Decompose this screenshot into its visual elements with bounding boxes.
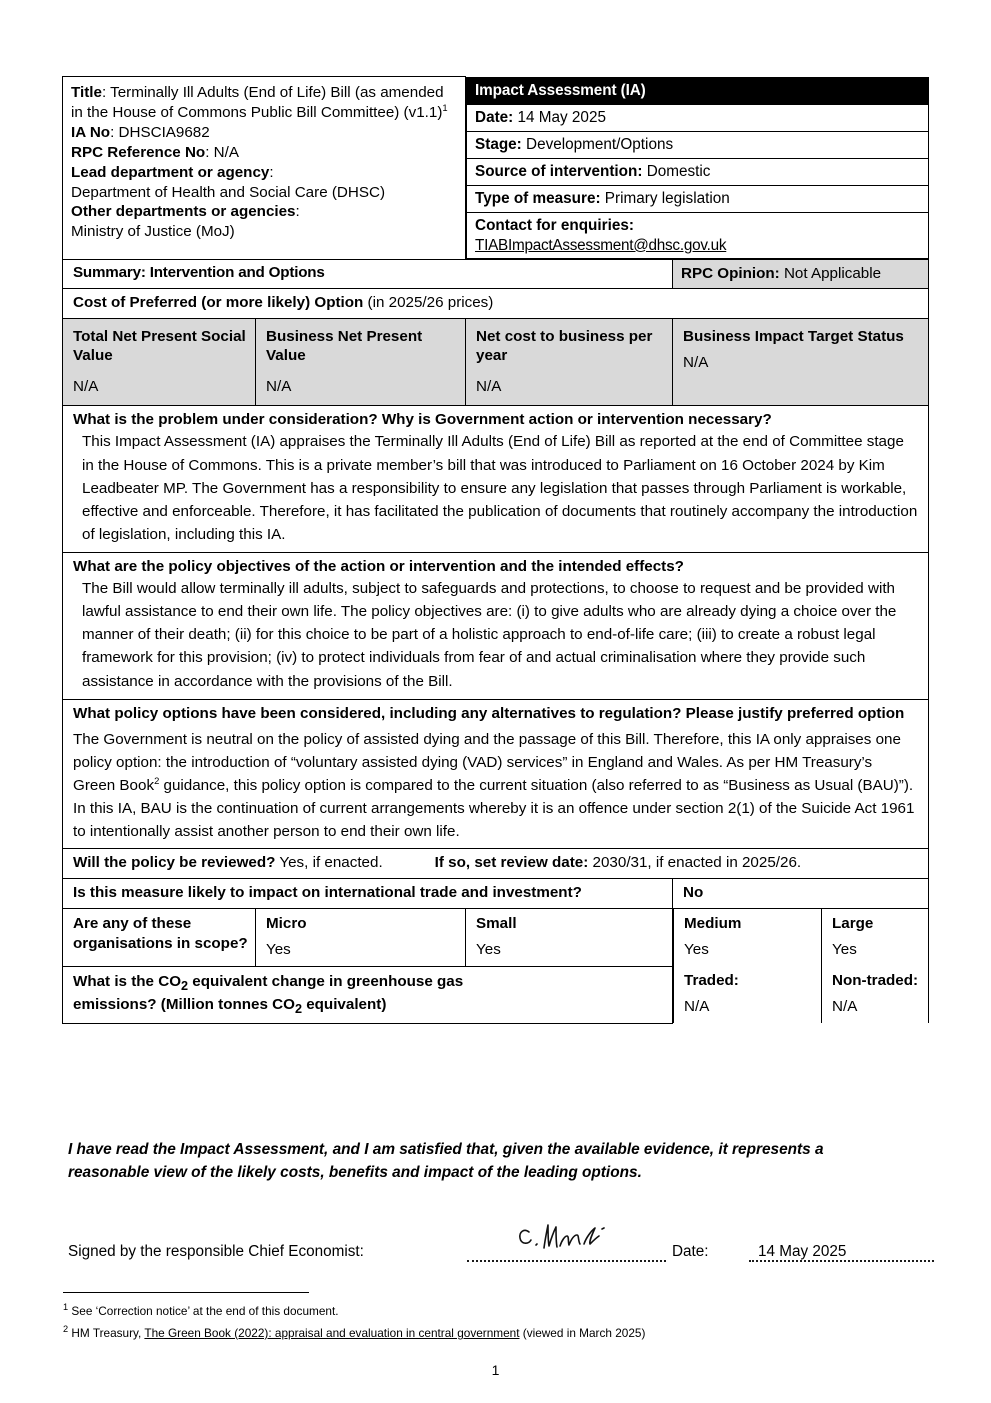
page-number: 1 bbox=[491, 1362, 500, 1378]
rpc-reference-value: : N/A bbox=[205, 143, 239, 161]
business-impact-target-status-label: Business Impact Target Status bbox=[683, 327, 904, 345]
organisation-size-medium-value: Yes bbox=[684, 941, 709, 959]
source-row bbox=[467, 158, 929, 185]
rpc-opinion-value: Not Applicable bbox=[783, 264, 882, 282]
objectives-question-row bbox=[63, 552, 929, 699]
business-net-present-value-cell bbox=[256, 318, 466, 406]
footnote-1-text: See ‘Correction notice’ at the end of this document. bbox=[68, 1304, 339, 1318]
cost-of-preferred-option-heading bbox=[63, 288, 929, 318]
organisation-size-micro-cell bbox=[256, 909, 466, 967]
co2-emissions-row bbox=[63, 966, 929, 1023]
problem-answer-text: This Impact Assessment (IA) appraises the Terminally Ill Adults (End of Life) Bill as reported at the end of Committee stage in the House of Commons. This is a private member’s bill that was introduced to Parliament on 16 October 2024 by Kim Leadbeater MP. The Government has a responsibility to ensure any legislation that passes through Parliament is workable, effective and enforceable. Therefore, it has facilitated the publication of documents that routinely accompany the introduction of legislation, including this IA. bbox=[82, 433, 918, 543]
co2-nontraded-label: Non-traded: bbox=[832, 972, 919, 990]
objectives-answer-text: The Bill would allow terminally ill adults, subject to safeguards and protections, to choose to request and be provided with lawful assistance to end their own life. The policy objectives are: (i) to give adults who are already dying a choice over the manner of their death; (ii) for this choice to be part of a holistic approach to end-of-life care; (iii) to create a robust legal framework for this provision; (iv) to protect individuals from fear of and actual criminalisation where they provide such assistance in accordance with the provisions of the Bill. bbox=[82, 580, 897, 690]
footnotes-block bbox=[63, 1302, 923, 1346]
organisation-size-medium-label: Medium bbox=[684, 915, 742, 933]
rpc-opinion-label: RPC Opinion: bbox=[681, 264, 780, 282]
co2-nontraded-cell bbox=[822, 966, 929, 1023]
policy-review-value: Yes, if enacted. bbox=[279, 854, 383, 872]
total-net-present-social-value-cell bbox=[63, 318, 256, 406]
source-of-intervention-label: Source of intervention: bbox=[475, 162, 643, 180]
summary-title: Summary: Intervention and Options bbox=[63, 259, 673, 288]
net-cost-to-business-per-year-value: N/A bbox=[476, 378, 502, 396]
co2-question-line-2-a: emissions? (Million tonnes CO bbox=[73, 995, 295, 1013]
international-trade-question: Is this measure likely to impact on international trade and investment? bbox=[63, 879, 673, 909]
signature-image bbox=[515, 1218, 625, 1260]
impact-assessment-table bbox=[62, 76, 929, 1024]
type-of-measure-cell bbox=[467, 185, 929, 212]
header-metadata-table bbox=[466, 77, 929, 259]
header-row bbox=[63, 77, 929, 260]
organisations-label-line-2: organisations in scope? bbox=[73, 935, 248, 953]
organisations-in-scope-row bbox=[63, 909, 929, 967]
co2-values-wrapper bbox=[673, 966, 929, 1023]
co2-question-line-1-a: What is the CO bbox=[73, 972, 182, 990]
rpc-reference-label: RPC Reference No bbox=[71, 143, 206, 161]
date-row bbox=[467, 104, 929, 131]
signature-date-value: 14 May 2025 bbox=[758, 1243, 847, 1260]
lead-department-colon: : bbox=[269, 163, 274, 181]
objectives-question-cell bbox=[63, 552, 929, 699]
attestation-statement: I have read the Impact Assessment, and I am satisfied that, given the available evidence, it represents a reasonable view of the likely costs, benefits and impact of the leading options. bbox=[68, 1141, 824, 1182]
other-departments-value: Ministry of Justice (MoJ) bbox=[71, 223, 235, 241]
organisation-size-small-label: Small bbox=[476, 915, 517, 933]
organisations-in-scope-label bbox=[63, 909, 256, 967]
business-net-present-value-value: N/A bbox=[266, 378, 292, 396]
review-date-label: If so, set review date: bbox=[434, 854, 589, 872]
signature-line bbox=[467, 1260, 666, 1262]
co2-values-row bbox=[674, 966, 929, 1023]
contact-cell bbox=[467, 212, 929, 258]
co2-traded-value: N/A bbox=[684, 998, 710, 1016]
rpc-opinion-cell bbox=[673, 259, 929, 288]
contact-label: Contact for enquiries: bbox=[475, 216, 634, 234]
policy-options-question-row bbox=[63, 699, 929, 849]
signed-by-label: Signed by the responsible Chief Economist: bbox=[68, 1243, 364, 1260]
co2-traded-cell bbox=[674, 966, 822, 1023]
organisation-size-large-value: Yes bbox=[832, 941, 857, 959]
other-departments-colon: : bbox=[295, 203, 300, 221]
stage-row bbox=[467, 131, 929, 158]
organisation-size-small-cell bbox=[466, 909, 673, 967]
co2-subscript-2: 2 bbox=[294, 1001, 302, 1016]
problem-question-cell bbox=[63, 406, 929, 553]
cost-heading-row bbox=[63, 288, 929, 318]
header-left-block bbox=[63, 77, 466, 260]
footnote-2 bbox=[63, 1324, 923, 1343]
organisation-size-micro-label: Micro bbox=[266, 915, 307, 933]
stage-label: Stage: bbox=[475, 135, 522, 153]
date-cell bbox=[467, 104, 929, 131]
review-date-value: 2030/31, if enacted in 2025/26. bbox=[592, 854, 802, 872]
organisation-size-medium-cell bbox=[674, 909, 822, 966]
policy-options-answer-text bbox=[73, 728, 918, 843]
lead-department-value: Department of Health and Social Care (DHSC) bbox=[71, 183, 386, 201]
footnote-1 bbox=[63, 1302, 923, 1321]
header-right-block bbox=[466, 77, 929, 260]
stage-cell bbox=[467, 131, 929, 158]
cost-values-row bbox=[63, 318, 929, 406]
ia-no-line bbox=[71, 123, 459, 143]
organisation-size-micro-value: Yes bbox=[266, 941, 291, 959]
policy-review-row bbox=[63, 849, 929, 879]
policy-options-question-cell bbox=[63, 699, 929, 849]
title-value: : Terminally Ill Adults (End of Life) Bill (as amended in the House of Commons Public Bill Committee) (v1.1) bbox=[71, 84, 444, 121]
organisation-size-small-value: Yes bbox=[476, 941, 501, 959]
net-cost-to-business-per-year-cell bbox=[466, 318, 673, 406]
co2-question-line-1-b: equivalent change in greenhouse gas bbox=[188, 972, 464, 990]
policy-options-footnote-marker: 2 bbox=[154, 774, 160, 786]
lead-department-label-line bbox=[71, 163, 459, 183]
source-of-intervention-value: Domestic bbox=[646, 162, 711, 180]
organisation-size-large-label: Large bbox=[832, 915, 874, 933]
type-of-measure-value: Primary legislation bbox=[604, 189, 730, 207]
signature-date-line bbox=[749, 1260, 934, 1262]
objectives-question-text: What are the policy objectives of the action or intervention and the intended effects? bbox=[73, 557, 684, 575]
type-row bbox=[467, 185, 929, 212]
cost-heading-bold: Cost of Preferred (or more likely) Option bbox=[73, 293, 364, 311]
other-departments-label-line bbox=[71, 202, 459, 222]
policy-options-question-text: What policy options have been considered, including any alternatives to regulation? Please justify preferred option bbox=[73, 704, 905, 722]
policy-options-answer-part2: guidance, this policy option is compared to the current situation (also referred to as “Business as Usual (BAU)”). In this IA, BAU is the continuation of current arrangements whereby it is an offence under section 2(1) of the Suicide Act 1961 to intentionally assist another person to end their own life. bbox=[73, 777, 915, 841]
problem-question-row bbox=[63, 406, 929, 553]
date-value: 14 May 2025 bbox=[517, 108, 606, 126]
signature-date-label: Date: bbox=[672, 1243, 709, 1260]
impact-assessment-banner: Impact Assessment (IA) bbox=[467, 77, 929, 104]
policy-review-cell bbox=[63, 849, 929, 879]
co2-question-line-2-b: equivalent) bbox=[301, 995, 387, 1013]
policy-review-label: Will the policy be reviewed? bbox=[73, 854, 276, 872]
source-of-intervention-cell bbox=[467, 158, 929, 185]
contact-row bbox=[467, 212, 929, 258]
co2-values-table bbox=[673, 966, 929, 1023]
banner-row bbox=[467, 77, 929, 104]
rpc-reference-line bbox=[71, 143, 459, 163]
contact-email-link[interactable]: TIABImpactAssessment@dhsc.gov.uk bbox=[475, 236, 727, 254]
ia-no-value: : DHSCIA9682 bbox=[110, 123, 210, 141]
footnote-2-suffix: (viewed in March 2025) bbox=[519, 1326, 646, 1341]
co2-question-line-1 bbox=[73, 972, 666, 995]
footnote-separator bbox=[63, 1292, 309, 1293]
co2-traded-label: Traded: bbox=[684, 972, 739, 990]
cost-heading-prices: (in 2025/26 prices) bbox=[367, 293, 494, 311]
other-departments-label: Other departments or agencies bbox=[71, 203, 296, 221]
date-label: Date: bbox=[475, 108, 514, 126]
organisation-size-medium-large-wrapper bbox=[673, 909, 929, 967]
total-net-present-social-value-label: Total Net Present Social Value bbox=[73, 327, 246, 365]
organisations-label-line-1: Are any of these bbox=[73, 915, 192, 933]
net-cost-to-business-per-year-label: Net cost to business per year bbox=[476, 327, 653, 365]
co2-subscript-1: 2 bbox=[181, 978, 189, 993]
title-line bbox=[71, 83, 459, 123]
stage-value: Development/Options bbox=[526, 135, 674, 153]
footnote-2-link[interactable]: The Green Book (2022): appraisal and evaluation in central government bbox=[144, 1326, 520, 1341]
organisation-size-large-cell bbox=[822, 909, 929, 966]
total-net-present-social-value-value: N/A bbox=[73, 378, 99, 396]
problem-question-text: What is the problem under consideration? Why is Government action or intervention necessary? bbox=[73, 411, 772, 429]
footnote-2-prefix: HM Treasury, bbox=[68, 1326, 145, 1341]
international-trade-answer: No bbox=[673, 879, 929, 909]
footnote-2-marker: 2 bbox=[63, 1324, 69, 1335]
co2-question-line-2 bbox=[73, 995, 666, 1018]
international-trade-row bbox=[63, 879, 929, 909]
title-footnote-marker: 1 bbox=[442, 101, 448, 113]
type-of-measure-label: Type of measure: bbox=[475, 189, 601, 207]
organisation-size-medium-large-table bbox=[673, 909, 929, 966]
ia-no-label: IA No bbox=[71, 123, 111, 141]
title-label: Title bbox=[71, 84, 102, 101]
co2-question-cell bbox=[63, 966, 673, 1023]
organisation-size-medium-large-row bbox=[674, 909, 929, 966]
summary-strip-row bbox=[63, 259, 929, 288]
lead-department-label: Lead department or agency bbox=[71, 163, 270, 181]
business-impact-target-status-value: N/A bbox=[683, 354, 709, 372]
business-net-present-value-label: Business Net Present Value bbox=[266, 327, 423, 365]
policy-options-answer-part1: The Government is neutral on the policy of assisted dying and the passage of this Bill. Therefore, this IA only appraises one policy option: the introduction of “voluntary assisted dying (VAD) services” in England and Wales. As per HM Treasury’s Green Book bbox=[73, 730, 901, 795]
footnote-1-marker: 1 bbox=[63, 1302, 69, 1313]
business-impact-target-status-cell bbox=[673, 318, 929, 406]
co2-nontraded-value: N/A bbox=[832, 998, 858, 1016]
